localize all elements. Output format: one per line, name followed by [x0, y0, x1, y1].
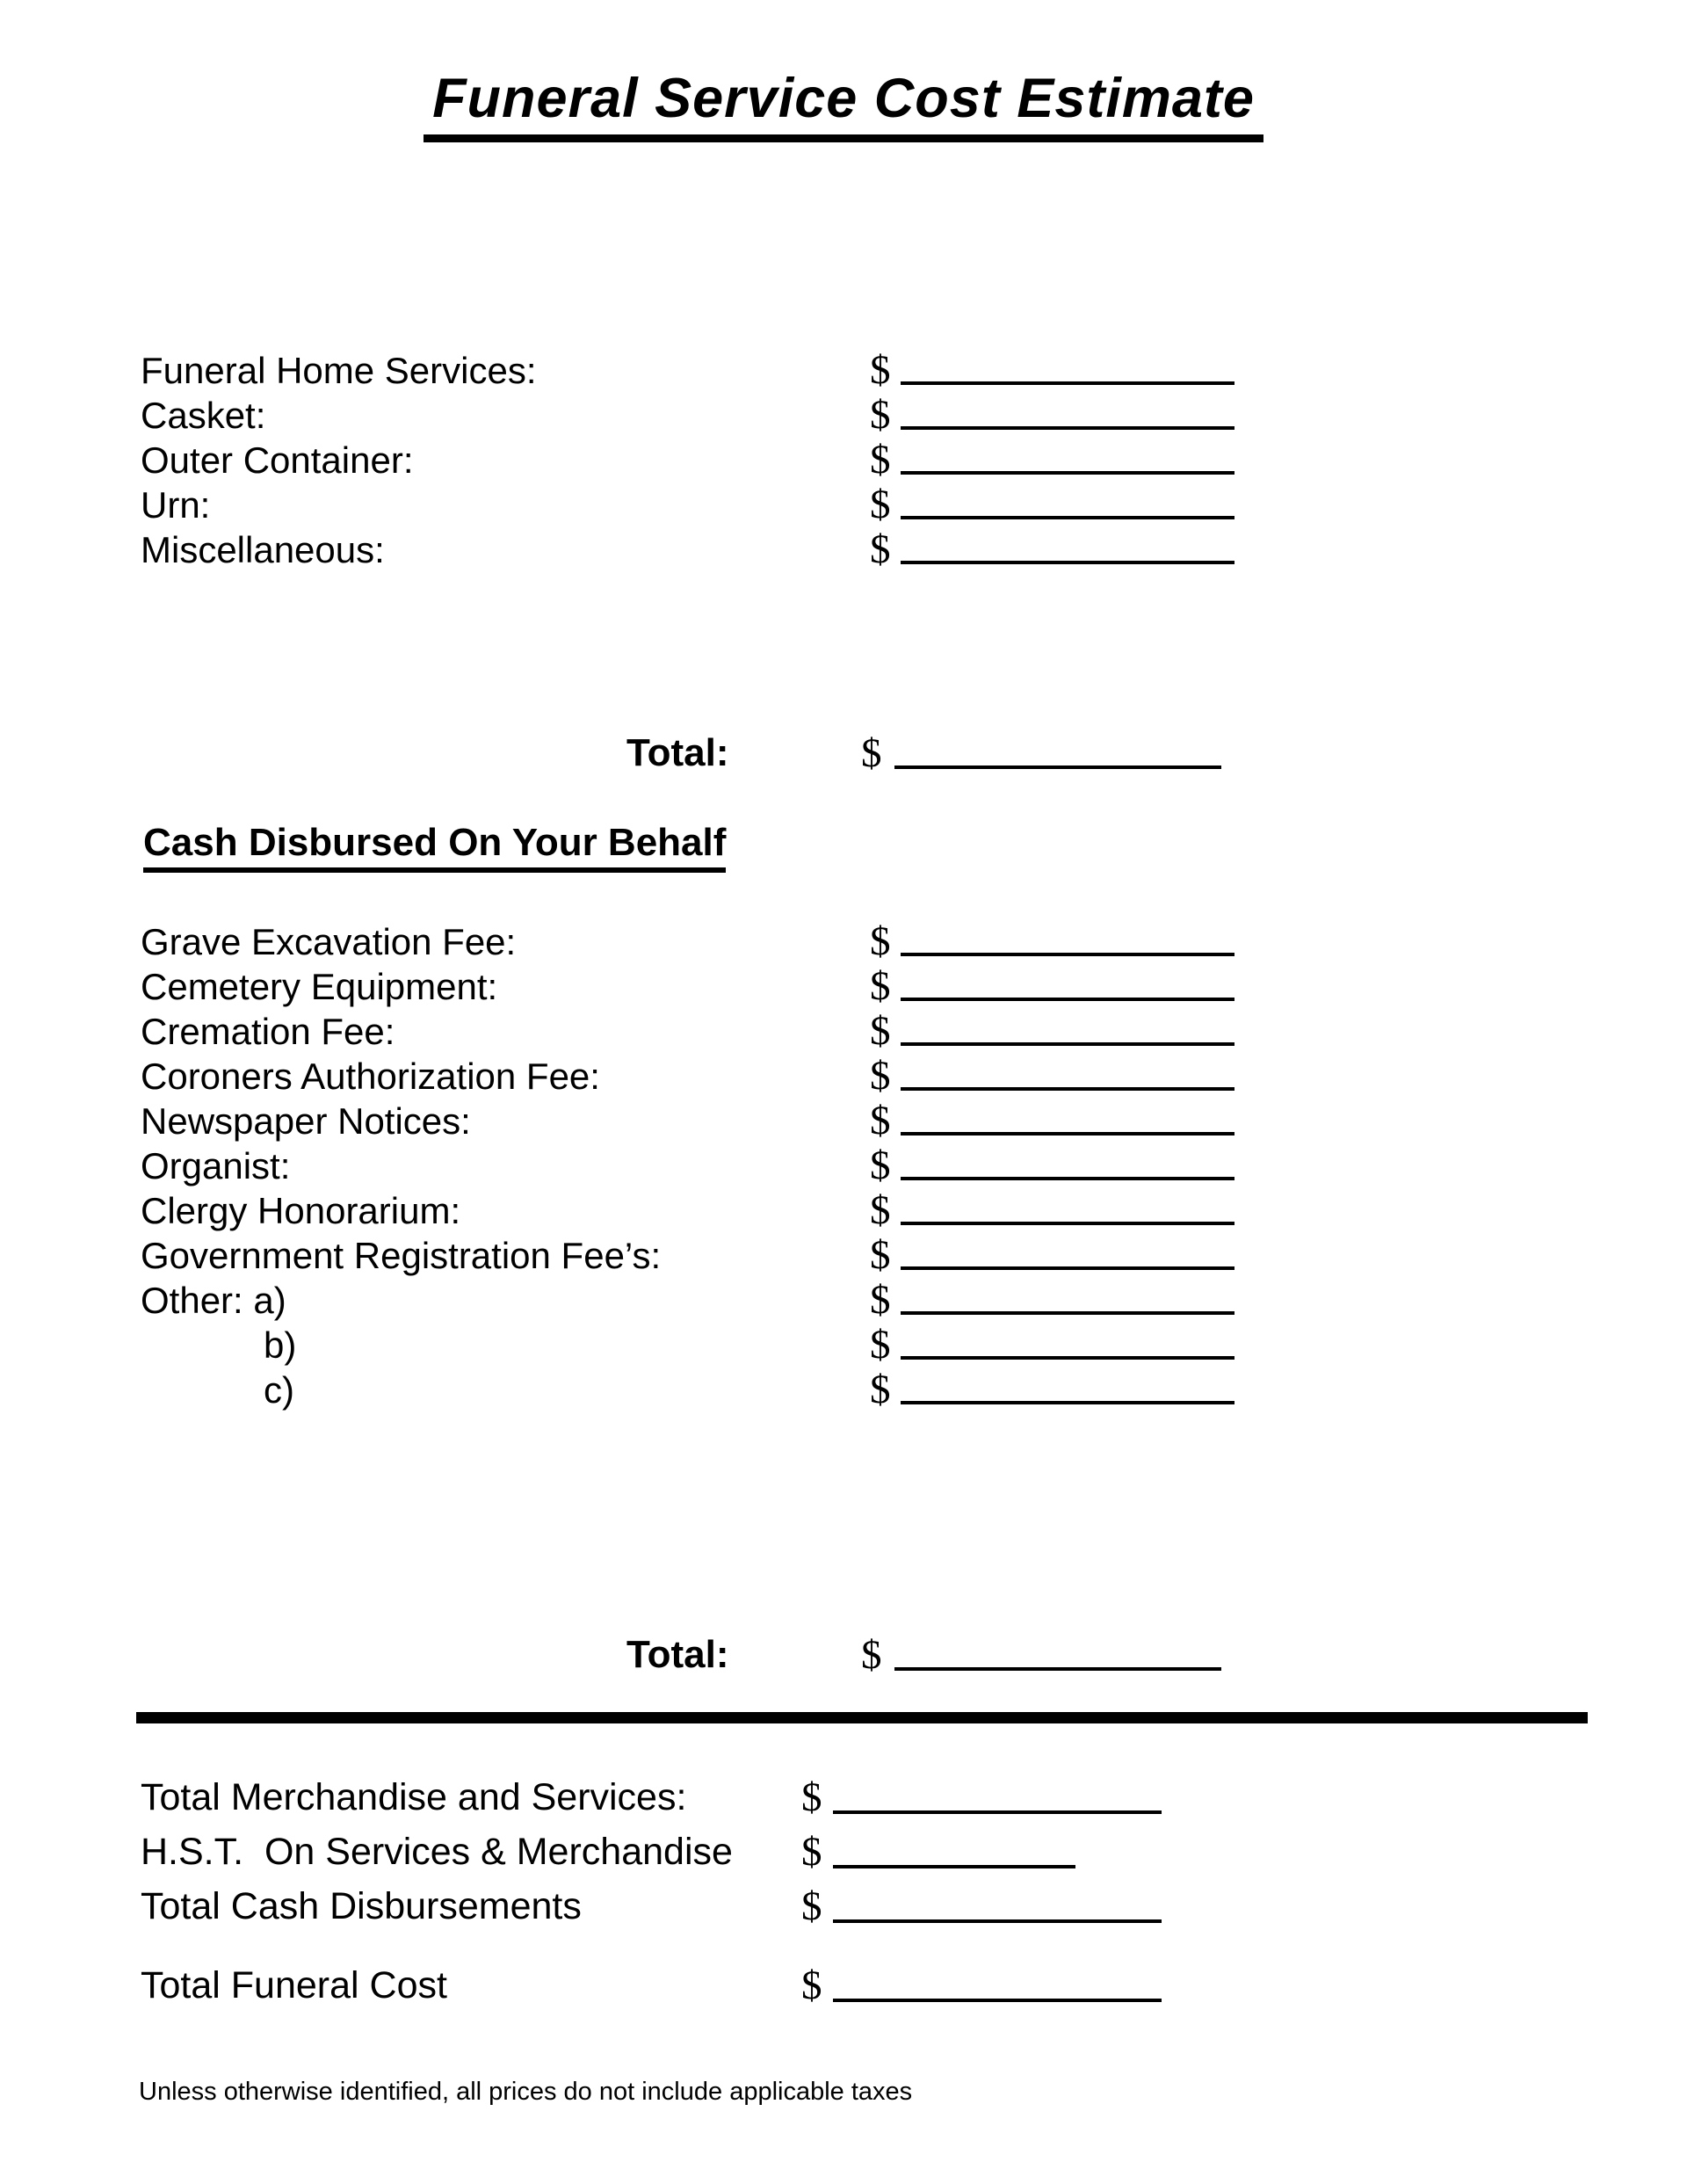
currency-symbol: $: [870, 1187, 891, 1233]
amount-field: [870, 1099, 1274, 1143]
amount-input-line[interactable]: [901, 1042, 1234, 1046]
amount-input-line[interactable]: [901, 1222, 1234, 1225]
summary-row: [141, 1881, 1459, 1935]
amount-input-line[interactable]: [901, 561, 1234, 564]
cost-item-label: Urn:: [141, 484, 211, 526]
currency-symbol: $: [801, 1774, 822, 1820]
cost-item-label: Outer Container:: [141, 439, 414, 481]
amount-input-line[interactable]: [833, 1810, 1162, 1814]
cost-item-row: [141, 1368, 1415, 1412]
cost-item-label: Coroners Authorization Fee:: [141, 1056, 600, 1097]
section-heading: Cash Disbursed On Your Behalf: [143, 821, 726, 873]
amount-field: [801, 1960, 1206, 2009]
amount-field: [870, 1368, 1274, 1412]
amount-input-line[interactable]: [901, 998, 1234, 1001]
currency-symbol: $: [870, 918, 891, 964]
amount-input-line[interactable]: [901, 1087, 1234, 1091]
summary-section: [141, 1772, 1459, 2014]
amount-field: [870, 1323, 1274, 1368]
cost-item-label: Government Registration Fee’s:: [141, 1235, 662, 1276]
currency-symbol: $: [870, 1367, 891, 1412]
currency-symbol: $: [801, 1829, 822, 1875]
cost-item-row: [141, 527, 1415, 572]
amount-field: [870, 1188, 1274, 1233]
summary-label: Total Merchandise and Services:: [141, 1776, 687, 1818]
currency-symbol: $: [870, 1277, 891, 1323]
summary-row: [141, 1960, 1459, 2014]
summary-label: Total Cash Disbursements: [141, 1885, 582, 1927]
summary-row: [141, 1826, 1459, 1881]
currency-symbol: $: [870, 392, 891, 438]
currency-symbol: $: [870, 1232, 891, 1278]
currency-symbol: $: [870, 1143, 891, 1188]
cost-item-label: Funeral Home Services:: [141, 350, 537, 391]
amount-input-line[interactable]: [901, 1177, 1234, 1180]
total-label: Total:: [626, 731, 729, 774]
cost-item-label: Casket:: [141, 395, 266, 436]
amount-input-line[interactable]: [901, 426, 1234, 430]
cost-item-row: [141, 1143, 1415, 1188]
amount-field: [870, 1233, 1274, 1278]
amount-input-line[interactable]: [833, 1919, 1162, 1923]
amount-field: [870, 1278, 1274, 1323]
summary-label: H.S.T. On Services & Merchandise: [141, 1831, 733, 1873]
total-input-line[interactable]: [894, 765, 1221, 769]
amount-field: [870, 393, 1274, 438]
currency-symbol: $: [870, 526, 891, 572]
cost-item-row: [141, 438, 1415, 483]
amount-field: [870, 1143, 1274, 1188]
amount-input-line[interactable]: [901, 471, 1234, 475]
cost-item-label: Cremation Fee:: [141, 1011, 395, 1052]
amount-input-line[interactable]: [901, 1132, 1234, 1136]
currency-symbol: $: [870, 482, 891, 527]
cost-item-label: b): [264, 1324, 297, 1366]
amount-field: [870, 348, 1274, 393]
cost-item-label: Other: a): [141, 1280, 286, 1321]
amount-input-line[interactable]: [901, 1401, 1234, 1404]
total-label: Total:: [626, 1633, 729, 1676]
amount-input-line[interactable]: [901, 1266, 1234, 1270]
currency-symbol: $: [870, 1053, 891, 1099]
cost-item-row: [141, 1233, 1415, 1278]
cost-item-row: [141, 1323, 1415, 1368]
summary-label: Total Funeral Cost: [141, 1964, 447, 2006]
currency-symbol: $: [870, 437, 891, 483]
amount-field: [801, 1881, 1206, 1930]
cost-item-row: [141, 393, 1415, 438]
document-title: Funeral Service Cost Estimate: [424, 67, 1263, 142]
amount-field: [870, 1054, 1274, 1099]
currency-symbol: $: [861, 730, 882, 776]
amount-field: [801, 1826, 1206, 1876]
cash-disbursed-section: [141, 919, 1415, 1412]
cash-disbursed-total-row: [0, 1631, 1687, 1680]
cost-item-label: c): [264, 1369, 294, 1411]
cost-item-label: Clergy Honorarium:: [141, 1190, 461, 1231]
amount-input-line[interactable]: [901, 953, 1234, 956]
cost-item-label: Grave Excavation Fee:: [141, 921, 517, 962]
section-divider: [136, 1712, 1588, 1723]
cost-item-row: [141, 1188, 1415, 1233]
cost-item-row: [141, 348, 1415, 393]
title-wrap: [0, 67, 1687, 142]
cost-item-row: [141, 1278, 1415, 1323]
amount-input-line[interactable]: [901, 1311, 1234, 1315]
cost-item-row: [141, 1009, 1415, 1054]
currency-symbol: $: [870, 347, 891, 393]
amount-field: [801, 1772, 1206, 1821]
currency-symbol: $: [861, 1632, 882, 1678]
currency-symbol: $: [870, 963, 891, 1009]
amount-field: [870, 527, 1274, 572]
cost-item-row: [141, 483, 1415, 527]
currency-symbol: $: [870, 1322, 891, 1368]
cost-item-label: Newspaper Notices:: [141, 1100, 471, 1142]
amount-field: [870, 483, 1274, 527]
currency-symbol: $: [801, 1883, 822, 1929]
amount-input-line[interactable]: [901, 381, 1234, 385]
section-heading-wrap: [143, 821, 726, 873]
currency-symbol: $: [870, 1008, 891, 1054]
cost-item-label: Miscellaneous:: [141, 529, 385, 570]
amount-input-line[interactable]: [901, 1356, 1234, 1360]
amount-field: [870, 919, 1274, 964]
merchandise-section: [141, 348, 1415, 572]
cost-item-row: [141, 919, 1415, 964]
cost-item-row: [141, 964, 1415, 1009]
footer-note: Unless otherwise identified, all prices do not include applicable taxes: [139, 2078, 913, 2106]
summary-row: [141, 1772, 1459, 1826]
cost-item-row: [141, 1099, 1415, 1143]
amount-field: [870, 1009, 1274, 1054]
currency-symbol: $: [801, 1963, 822, 2008]
amount-field: [870, 964, 1274, 1009]
cost-item-label: Cemetery Equipment:: [141, 966, 498, 1007]
amount-input-line[interactable]: [901, 516, 1234, 519]
merchandise-total-row: [0, 729, 1687, 779]
amount-input-line[interactable]: [833, 1999, 1162, 2002]
cost-item-label: Organist:: [141, 1145, 291, 1186]
currency-symbol: $: [870, 1098, 891, 1143]
cost-item-row: [141, 1054, 1415, 1099]
amount-input-line[interactable]: [833, 1865, 1075, 1868]
amount-field: [870, 438, 1274, 483]
total-input-line[interactable]: [894, 1667, 1221, 1671]
